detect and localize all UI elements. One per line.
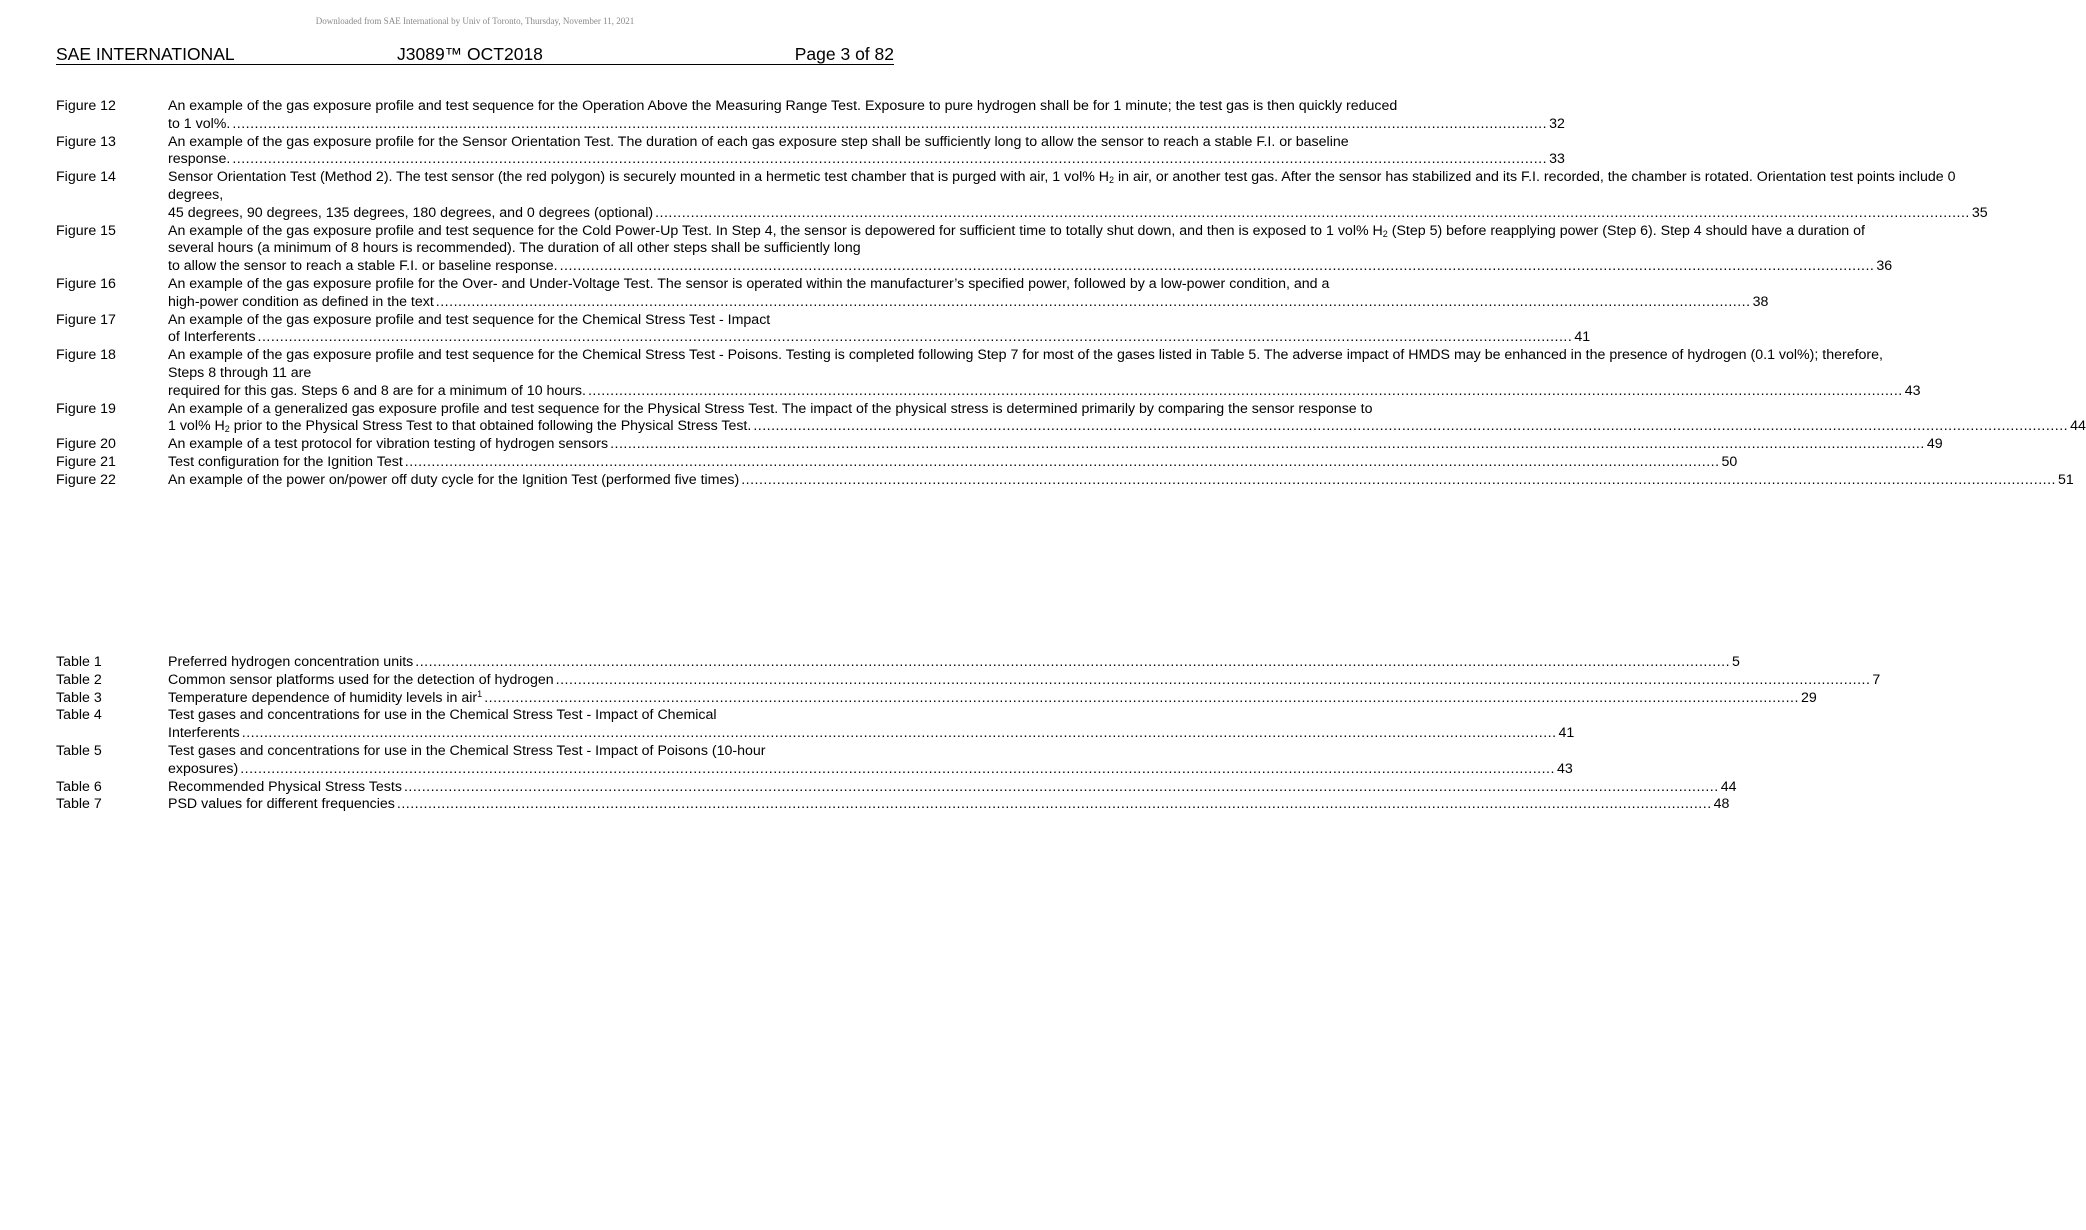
figure-entry-caption-end: 1 vol% $H_2$ prior to the Physical Stress Test to that obtained following the Physical Stress Test. (168, 418, 752, 435)
table-entry-caption-end: Common sensor platforms used for the detection of hydrogen (168, 671, 554, 688)
table-entry (56, 742, 1573, 779)
table-entry (56, 707, 1575, 743)
header-document-id: J3089™ OCT2018 (397, 44, 543, 64)
download-watermark: Downloaded from SAE International by Univ of Toronto, Thursday, November 11, 2021 (315, 16, 635, 26)
figure-entry-caption-end: An example of a test protocol for vibration testing of hydrogen sensors (168, 436, 609, 453)
page-header (56, 44, 894, 65)
table-entry-caption (168, 672, 1880, 690)
figure-entry-label: Figure 12 (56, 98, 116, 114)
figure-entry-caption (168, 436, 1943, 454)
figure-entry-caption (168, 454, 1737, 472)
figure-entry-page-number: 49 (1926, 436, 1943, 453)
dot-leader (258, 329, 1573, 347)
figure-entry (56, 133, 1565, 170)
dot-leader (655, 205, 1970, 223)
table-entry-caption (168, 707, 1574, 743)
table-entry-caption (168, 743, 1573, 779)
figure-entry-page-number: 50 (1721, 453, 1738, 470)
table-entry (56, 796, 1730, 814)
dot-leader (741, 472, 2056, 490)
figure-entry-page-number: 32 (1549, 115, 1565, 132)
figure-entry-caption-text: An example of the gas exposure profile and test sequence for the Cold Power-Up Test. In Step 4, the sensor is depowered for sufficient time to totally shut down, and then is exposed to 1 vol% $H_2$ (Step 5) before reapplying power (Step 6). Step 4 should have a duration of several hours (a minimum of 8 hours is recommended). The duration of all other steps shall be sufficiently long (168, 222, 1865, 257)
figure-entry-page-number: 51 (2057, 471, 2074, 488)
figure-entry-caption (168, 472, 2074, 490)
dot-leader (484, 690, 1799, 708)
table-entry-caption (168, 796, 1729, 814)
table-entry-label: Table 2 (56, 671, 102, 688)
table-entry (56, 688, 1817, 708)
figure-entry-label: Figure 14 (56, 169, 116, 186)
dot-leader (560, 258, 1875, 276)
figure-entry-label: Figure 22 (56, 471, 116, 488)
figure-entry-page-number: 43 (1904, 382, 1921, 399)
table-entry-caption-end: Interferents (168, 725, 240, 742)
table-entry-label: Table 1 (56, 654, 102, 670)
figure-entry-caption (168, 347, 1921, 400)
figure-entry (56, 169, 1988, 222)
table-entry-caption-text: Test gases and concentrations for use in the Chemical Stress Test - Impact of Chemical (168, 707, 717, 724)
figure-entry-label: Figure 15 (56, 222, 116, 239)
figure-entry-caption-text: An example of the gas exposure profile and test sequence for the Chemical Stress Test - Poisons. Testing is completed following Step 7 for most of the gases listed in Table 5. The adverse impact of HMDS may be enhanced in the presence of hydrogen (0.1 vol%); therefore, Steps 8 through 11 are (168, 347, 1883, 381)
list-of-figures (56, 98, 2086, 490)
figure-entry-caption-end: of Interferents (168, 329, 256, 346)
table-entry (56, 778, 1737, 797)
figure-entry-label: Figure 13 (56, 133, 116, 150)
table-entry (56, 654, 1740, 672)
figure-entry (56, 222, 1893, 276)
dot-leader (753, 418, 2068, 436)
figure-entry-caption-text: An example of the gas exposure profile and test sequence for the Chemical Stress Test - Impact (168, 311, 771, 328)
figure-entry-label: Figure 21 (56, 453, 116, 470)
figure-entry-page-number: 38 (1752, 293, 1769, 310)
figure-entry-label: Figure 16 (56, 275, 116, 292)
figure-entry-caption-end: high-power condition as defined in the text (168, 293, 434, 310)
figure-entry-page-number: 44 (2070, 418, 2086, 435)
figure-entry-caption-text: An example of the gas exposure profile and test sequence for the Operation Above the Measuring Range Test. Exposure to pure hydrogen shall be for 1 minute; the test gas is then quickly reduced (168, 98, 1398, 114)
dot-leader (405, 454, 1720, 472)
figure-entry-caption (168, 312, 1590, 348)
figure-entry-caption (168, 134, 1565, 170)
figure-entry (56, 347, 1921, 400)
table-entry-label: Table 3 (56, 689, 102, 706)
figure-entry-page-number: 36 (1876, 258, 1893, 275)
dot-leader (415, 654, 1730, 672)
figure-entry-label: Figure 20 (56, 436, 116, 453)
list-of-tables (56, 654, 1881, 814)
table-entry-label: Table 4 (56, 707, 102, 724)
dot-leader (240, 761, 1555, 779)
figure-entry-caption (168, 169, 1988, 222)
figure-entry-page-number: 33 (1549, 151, 1565, 168)
figure-entry-caption-end: required for this gas. Steps 6 and 8 are for a minimum of 10 hours. (168, 382, 586, 399)
table-entry-caption (168, 779, 1736, 797)
figure-entry-page-number: 35 (1971, 204, 1988, 221)
figure-entry-caption (168, 98, 1565, 134)
figure-entry-caption-end: to 1 vol%. (168, 115, 231, 132)
table-entry-page-number: 48 (1713, 796, 1730, 813)
figure-entry-caption (168, 276, 1768, 312)
dot-leader (242, 725, 1557, 743)
table-entry-label: Table 5 (56, 742, 102, 759)
figure-entry-caption-end: An example of the power on/power off duty cycle for the Ignition Test (performed five times) (168, 471, 740, 488)
dot-leader (610, 436, 1925, 454)
table-entry-page-number: 41 (1558, 725, 1575, 742)
table-entry-page-number: 44 (1720, 778, 1737, 795)
figure-entry-caption-text: Sensor Orientation Test (Method 2). The test sensor (the red polygon) is securely mounted in a hermetic test chamber that is purged with air, 1 vol% $H_2$ in air, or another test gas. After the sensor has stabilized and its F.I. recorded, the chamber is rotated. Orientation test points include 0 degrees, (168, 169, 1956, 203)
table-entry-caption (168, 690, 1817, 708)
dot-leader (232, 151, 1547, 169)
table-entry-caption-end: exposures) (168, 760, 239, 777)
figure-entry-caption-text: An example of the gas exposure profile for the Over- and Under-Voltage Test. The sensor is operated within the manufacturer’s specified power, followed by a low-power condition, and a (168, 275, 1330, 292)
figure-entry (56, 311, 1591, 348)
table-entry-page-number: 7 (1872, 671, 1881, 688)
figure-entry-caption-end: Test configuration for the Ignition Test (168, 453, 403, 470)
table-entry-caption-end: PSD values for different frequencies (168, 796, 395, 813)
figure-entry-caption (168, 401, 2086, 437)
figure-entry (56, 436, 1943, 454)
table-entry-page-number: 29 (1800, 689, 1817, 706)
table-entry-page-number: 43 (1556, 760, 1573, 777)
figure-entry-caption-end: response. (168, 151, 231, 168)
figure-entry-label: Figure 19 (56, 400, 116, 417)
table-entry-caption-end: Recommended Physical Stress Tests (168, 778, 402, 795)
figure-entry (56, 275, 1769, 312)
header-page-number: Page 3 of 82 (794, 44, 894, 64)
header-org: SAE INTERNATIONAL (56, 44, 235, 64)
figure-entry (56, 471, 2074, 490)
table-entry-label: Table 7 (56, 796, 102, 813)
dot-leader (588, 383, 1903, 401)
figure-entry-label: Figure 17 (56, 311, 116, 328)
figure-entry-caption-text: An example of a generalized gas exposure profile and test sequence for the Physical Stress Test. The impact of the physical stress is determined primarily by comparing the sensor response to (168, 400, 1373, 417)
figure-entry (56, 400, 2086, 437)
table-entry-caption-end: Preferred hydrogen concentration units (168, 654, 414, 670)
figure-entry-caption-end: 45 degrees, 90 degrees, 135 degrees, 180 degrees, and 0 degrees (optional) (168, 204, 654, 221)
dot-leader (232, 116, 1547, 134)
table-entry-label: Table 6 (56, 778, 102, 795)
dot-leader (436, 294, 1751, 312)
table-entry-caption (168, 654, 1740, 672)
dot-leader (397, 796, 1712, 814)
figure-entry-caption-text: An example of the gas exposure profile for the Sensor Orientation Test. The duration of each gas exposure step shall be sufficiently long to allow the sensor to reach a stable F.I. or baseline (168, 133, 1349, 150)
figure-entry (56, 98, 1565, 134)
dot-leader (404, 779, 1719, 797)
figure-entry-caption (168, 223, 1892, 276)
table-entry-page-number: 5 (1732, 654, 1740, 670)
table-entry (56, 671, 1881, 690)
table-entry-caption-text: Test gases and concentrations for use in the Chemical Stress Test - Impact of Poisons (10-hour (168, 742, 766, 759)
dot-leader (556, 672, 1871, 690)
figure-entry-page-number: 41 (1574, 329, 1591, 346)
table-entry-caption-end: Temperature dependence of humidity levels in air$^1$ (168, 688, 483, 706)
figure-entry-label: Figure 18 (56, 347, 116, 364)
figure-entry (56, 453, 1738, 472)
figure-entry-caption-end: to allow the sensor to reach a stable F.I. or baseline response. (168, 258, 558, 275)
